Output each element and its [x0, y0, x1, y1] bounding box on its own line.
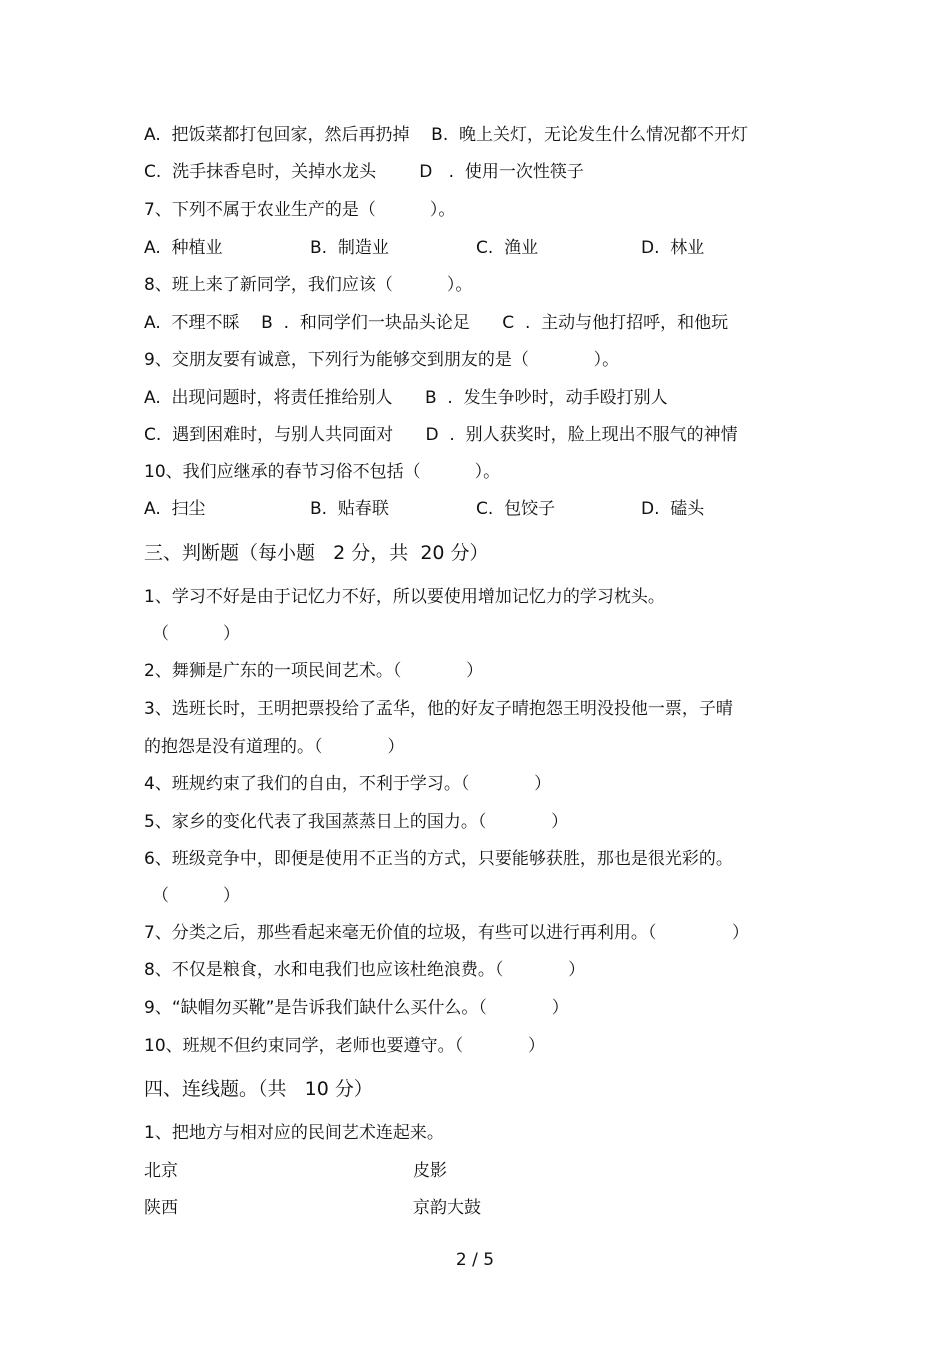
q7-option-a: A. 种植业: [144, 238, 223, 258]
q10-option-d: D. 磕头: [641, 499, 705, 519]
q9-stem: 9、交朋友要有诚意，下列行为能够交到朋友的是（ ）。: [144, 350, 620, 370]
page-number: 2 / 5: [455, 1250, 495, 1270]
judge-item-1: 1、学习不好是由于记忆力不好，所以要使用增加记忆力的学习枕头。: [144, 587, 665, 607]
judge-item-10: 10、班规不但约束同学，老师也要遵守。（ ）: [144, 1036, 545, 1056]
q7-option-b: B. 制造业: [310, 238, 389, 258]
judge-item-3: 3、选班长时，王明把票投给了孟华，他的好友子晴抱怨王明没投他一票，子晴: [144, 699, 733, 719]
judge-item-3-cont: 的抱怨是没有道理的。（ ）: [144, 737, 405, 757]
q7-option-d: D. 林业: [641, 238, 705, 258]
match-question-1: 1、把地方与相对应的民间艺术连起来。: [144, 1123, 444, 1143]
q7-option-c: C. 渔业: [476, 238, 539, 258]
judge-item-4: 4、班规约束了我们的自由，不利于学习。（ ）: [144, 774, 552, 794]
q9-options-line-2: C. 遇到困难时，与别人共同面对 D . 别人获奖时，脸上现出不服气的神情: [144, 425, 738, 445]
judge-item-7: 7、分类之后，那些看起来毫无价值的垃圾，有些可以进行再利用。（ ）: [144, 923, 749, 943]
q6-options-line-1: A. 把饭菜都打包回家，然后再扔掉 B. 晚上关灯，无论发生什么情况都不开灯: [144, 125, 749, 145]
q8-options: A. 不理不睬 B . 和同学们一块品头论足 C . 主动与他打招呼，和他玩: [144, 313, 729, 333]
q10-option-c: C. 包饺子: [476, 499, 556, 519]
judge-item-1-blank: （ ）: [152, 624, 241, 644]
match-left-item: 北京: [144, 1161, 178, 1181]
judge-item-9: 9、“缺帽勿买靴”是告诉我们缺什么买什么。（ ）: [144, 998, 569, 1018]
judge-item-5: 5、家乡的变化代表了我国蒸蒸日上的国力。（ ）: [144, 812, 569, 832]
match-right-item: 皮影: [413, 1161, 447, 1181]
judge-item-8: 8、不仅是粮食，水和电我们也应该杜绝浪费。（ ）: [144, 960, 586, 980]
q8-stem: 8、班上来了新同学，我们应该（ ）。: [144, 275, 473, 295]
section3-title: 三、判断题（每小题 2 分，共 20 分）: [144, 542, 489, 564]
q6-options-line-2: C. 洗手抹香皂时，关掉水龙头 D . 使用一次性筷子: [144, 162, 584, 182]
judge-item-6: 6、班级竞争中，即便是使用不正当的方式，只要能够获胜，那也是很光彩的。: [144, 849, 733, 869]
q7-stem: 7、下列不属于农业生产的是（ ）。: [144, 200, 456, 220]
judge-item-2: 2、舞狮是广东的一项民间艺术。（ ）: [144, 661, 484, 681]
q10-option-a: A. 扫尘: [144, 499, 206, 519]
q9-options-line-1: A. 出现问题时，将责任推给别人 B . 发生争吵时，动手殴打别人: [144, 388, 668, 408]
judge-item-6-blank: （ ）: [152, 886, 241, 906]
q10-stem: 10、我们应继承的春节习俗不包括（ ）。: [144, 462, 501, 482]
q10-option-b: B. 贴春联: [310, 499, 389, 519]
section4-title: 四、连线题。（共 10 分）: [144, 1078, 373, 1100]
match-right-item: 京韵大鼓: [413, 1198, 481, 1218]
match-left-item: 陕西: [144, 1198, 178, 1218]
